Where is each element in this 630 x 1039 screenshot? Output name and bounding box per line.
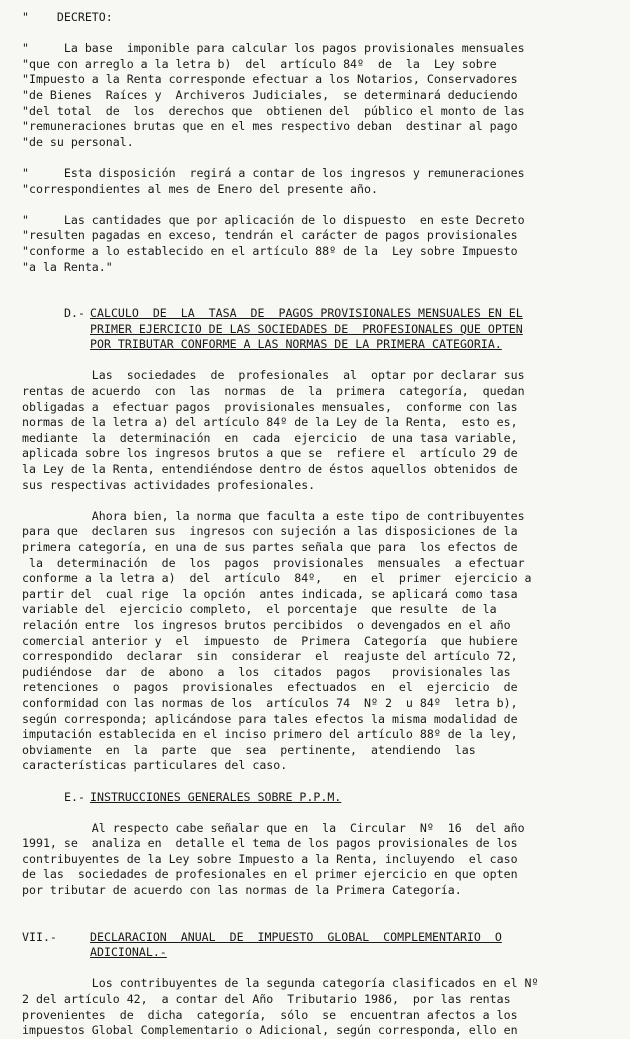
text-line: " Esta disposición regirá a contar de los ingresos y remuneraciones <box>22 165 525 180</box>
text-line: Los contribuyentes de la segunda categoría clasificados en el Nº <box>22 976 539 991</box>
text-line: por tributar de acuerdo con las normas de la Primera Categoría. <box>22 883 462 898</box>
text-line: "remuneraciones brutas que en el mes respectivo deban destinar al pago <box>22 119 518 134</box>
text-line: para que declaren sus ingresos con sujeción a las disposiciones de la <box>22 524 518 539</box>
text-line: rentas de acuerdo con las normas de la primera categoría, quedan <box>22 384 525 399</box>
section-title <box>90 930 608 961</box>
text-line: mediante la determinación en cada ejercicio de una tasa variable, <box>22 430 518 445</box>
section-number: D.- <box>64 306 85 321</box>
section-number: E.- <box>64 789 85 804</box>
section-title <box>90 790 608 806</box>
title-line: PRIMER EJERCICIO DE LAS SOCIEDADES DE PROFESIONALES QUE OPTEN <box>90 321 523 336</box>
text-line: "conforme a lo establecido en el artículo 88º de la Ley sobre Impuesto <box>22 243 518 258</box>
section-number: VII.- <box>22 929 57 944</box>
text-line: aplicada sobre los ingresos brutos a que se refiere el artículo 29 de <box>22 446 518 461</box>
text-line: "correspondientes al mes de Enero del presente año. <box>22 181 378 196</box>
title-line: POR TRIBUTAR CONFORME A LAS NORMAS DE LA PRIMERA CATEGORIA. <box>90 337 502 352</box>
decreto-paragraph-3 <box>22 213 608 275</box>
text-line: "Impuesto a la Renta corresponde efectuar a los Notarios, Conservadores <box>22 72 518 87</box>
text-line: Ahora bien, la norma que faculta a este tipo de contribuyentes <box>22 508 525 523</box>
decreto-heading: " DECRETO: <box>22 10 113 24</box>
section-e-paragraph-1 <box>22 821 608 899</box>
text-line: conforme a la letra a) del artículo 84º, en el primer ejercicio a <box>22 571 532 586</box>
text-line: " La base imponible para calcular los pagos provisionales mensuales <box>22 41 525 56</box>
section-vii-paragraph-1 <box>22 976 608 1038</box>
text-line: impuestos Global Complementario o Adicional, según corresponda, ello en <box>22 1023 518 1038</box>
text-line: provenientes de dicha categoría, sólo se encuentran afectos a los <box>22 1007 518 1022</box>
text-line: "a la Renta." <box>22 259 113 274</box>
text-line: de las sociedades de profesionales en el primer ejercicio en que opten <box>22 867 518 882</box>
text-line: "de Bienes Raíces y Archiveros Judiciales, se determinará deduciendo <box>22 87 518 102</box>
text-line: pudiéndose dar de abono a los citados pagos provisionales las <box>22 664 511 679</box>
text-line: comercial anterior y el impuesto de Primera Categoría que hubiere <box>22 633 518 648</box>
text-line: obviamente en la parte que sea pertinente, atendiendo las <box>22 742 476 757</box>
title-line: INSTRUCCIONES GENERALES SOBRE P.P.M. <box>90 789 342 804</box>
text-line: correspondido declarar sin considerar el reajuste del artículo 72, <box>22 649 518 664</box>
document-page <box>22 10 608 1039</box>
section-e-heading <box>22 790 608 806</box>
text-line: "de su personal. <box>22 134 134 149</box>
title-line: ADICIONAL.- <box>90 945 167 960</box>
text-line: partir del cual rige la opción antes indicada, se aplicará como tasa <box>22 586 518 601</box>
text-line: "resulten pagadas en exceso, tendrán el carácter de pagos provisionales <box>22 228 518 243</box>
text-line: Las sociedades de profesionales al optar por declarar sus <box>22 368 525 383</box>
section-title <box>90 306 608 353</box>
text-line: la Ley de la Renta, entendiéndose dentro de éstos aquellos obtenidos de <box>22 462 518 477</box>
text-line: variable del ejercicio completo, el porcentaje que resulte de la <box>22 602 497 617</box>
text-line: 1991, se analiza en detalle el tema de los pagos provisionales de los <box>22 836 518 851</box>
text-line: relación entre los ingresos brutos percibidos o devengados en el año <box>22 617 511 632</box>
text-line: normas de la letra a) del artículo 84º de la Ley de la Renta, esto es, <box>22 415 518 430</box>
text-line: Al respecto cabe señalar que en la Circular Nº 16 del año <box>22 820 525 835</box>
text-line: contribuyentes de la Ley sobre Impuesto a la Renta, incluyendo el caso <box>22 851 518 866</box>
text-line: "que con arreglo a la letra b) del artículo 84º de la Ley sobre <box>22 56 497 71</box>
title-line: DECLARACION ANUAL DE IMPUESTO GLOBAL COMPLEMENTARIO O <box>90 929 502 944</box>
title-line: CALCULO DE LA TASA DE PAGOS PROVISIONALES MENSUALES EN EL <box>90 306 523 321</box>
text-line: la determinación de los pagos provisionales mensuales a efectuar <box>22 555 525 570</box>
text-line: primera categoría, en una de sus partes señala que para los efectos de <box>22 540 518 554</box>
decreto-paragraph-1 <box>22 41 608 150</box>
text-line: imputación establecida en el inciso primero del artículo 88º de la ley, <box>22 727 518 742</box>
section-d-paragraph-2 <box>22 509 608 774</box>
text-line: características particulares del caso. <box>22 758 288 773</box>
section-d-heading <box>22 306 608 353</box>
text-line: "del total de los derechos que obtienen del público el monto de las <box>22 103 525 118</box>
text-line: conformidad con las normas de los artículos 74 Nº 2 u 84º letra b), <box>22 695 518 710</box>
text-line: obligadas a efectuar pagos provisionales mensuales, conforme con las <box>22 399 518 414</box>
text-line: " Las cantidades que por aplicación de lo dispuesto en este Decreto <box>22 212 525 227</box>
section-d-paragraph-1 <box>22 368 608 493</box>
text-line: 2 del artículo 42, a contar del Año Tributario 1986, por las rentas <box>22 992 511 1007</box>
decreto-paragraph-2 <box>22 166 608 197</box>
text-line: según corresponda; aplicándose para tales efectos la misma modalidad de <box>22 711 518 726</box>
text-line: retenciones o pagos provisionales efectuados en el ejercicio de <box>22 680 518 695</box>
text-line: sus respectivas actividades profesionales. <box>22 477 316 492</box>
section-vii-heading <box>22 930 608 961</box>
